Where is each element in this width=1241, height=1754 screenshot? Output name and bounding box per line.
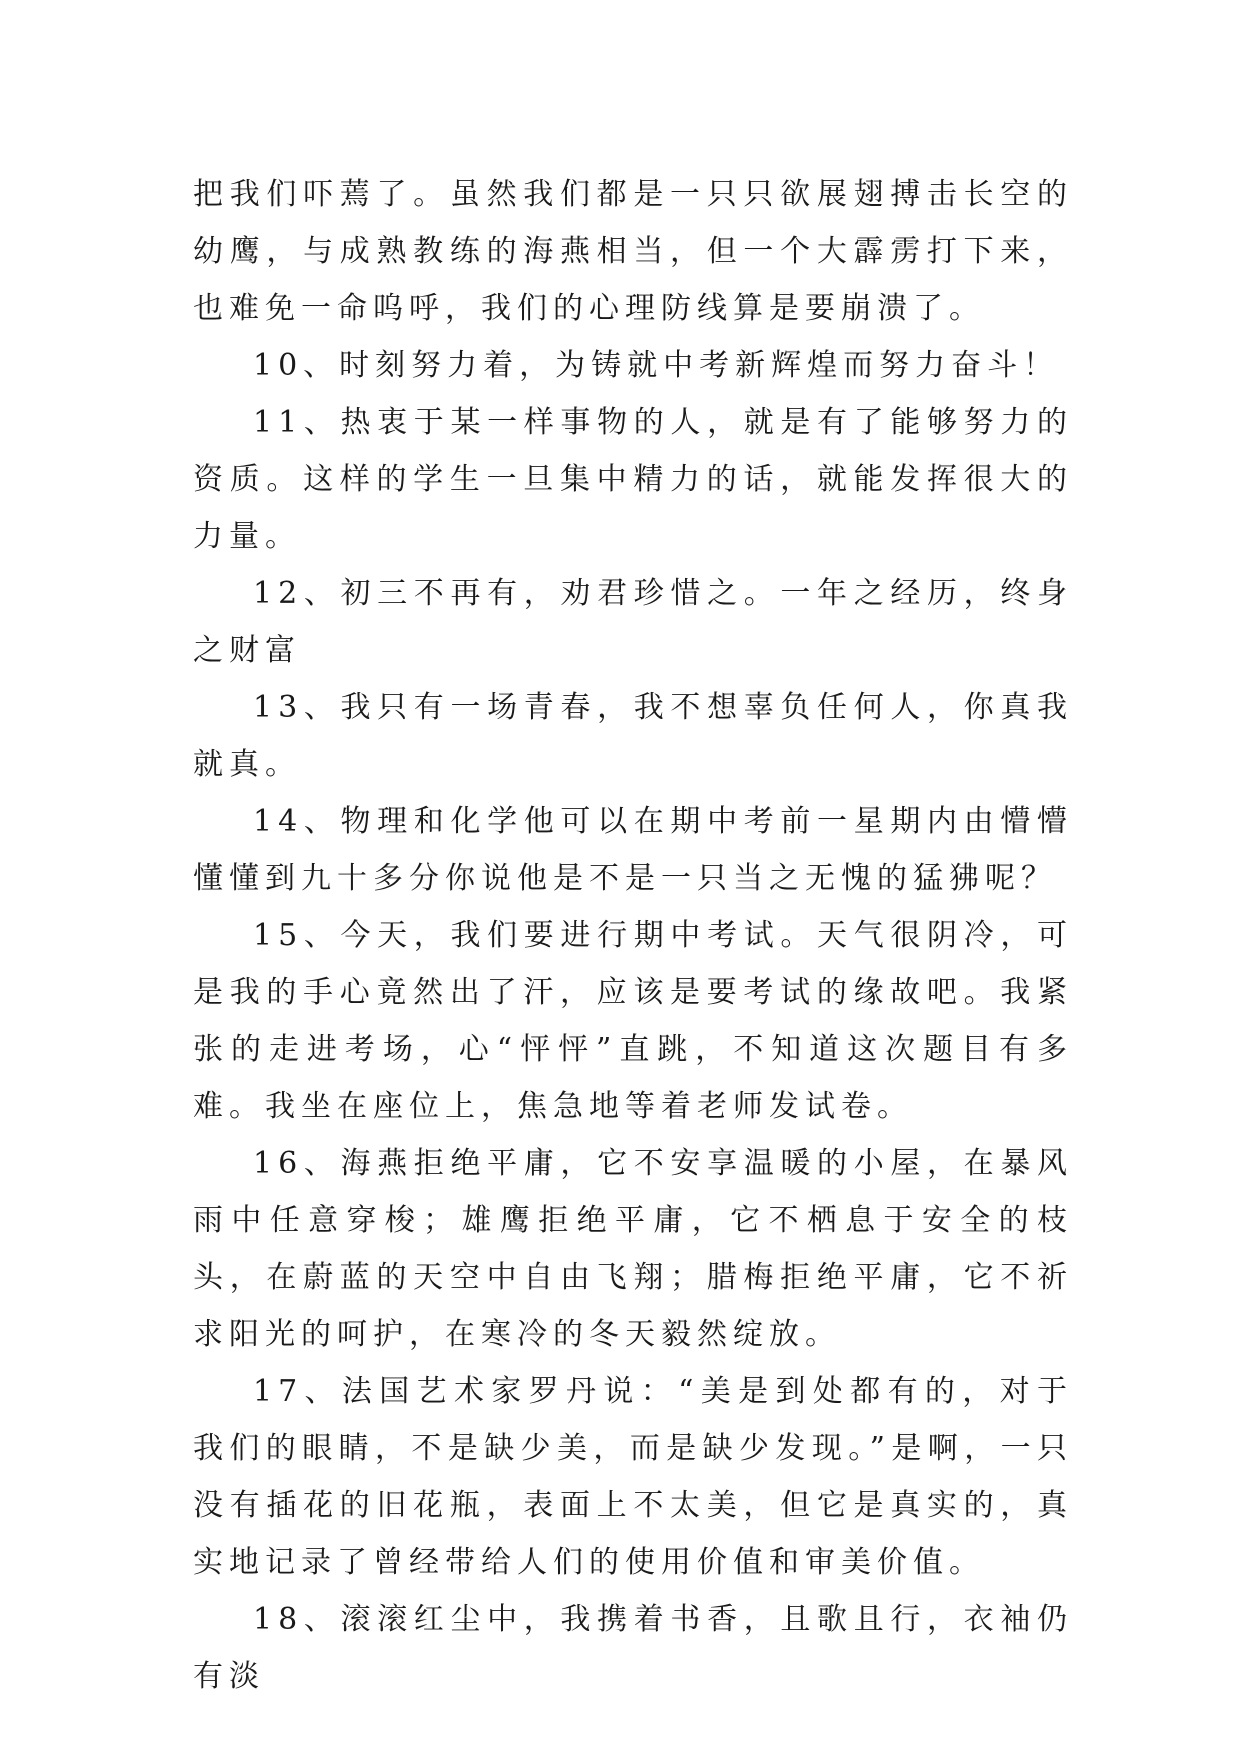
paragraph-11: 11、热衷于某一样事物的人，就是有了能够努力的资质。这样的学生一旦集中精力的话，就能发挥很大的力量。 bbox=[193, 405, 1073, 554]
paragraph-15: 15、今天，我们要进行期中考试。天气很阴冷，可是我的手心竟然出了汗，应该是要考试的缘故吧。我紧张的走进考场，心“怦怦”直跳，不知道这次题目有多难。我坐在座位上，焦急地等着老师发试卷。 bbox=[193, 918, 1073, 1124]
paragraph-14: 14、物理和化学他可以在期中考前一星期内由懵懵懂懂到九十多分你说他是不是一只当之无愧的猛狒呢？ bbox=[193, 804, 1073, 896]
paragraph-continued: 把我们吓蔫了。虽然我们都是一只只欲展翅搏击长空的幼鹰，与成熟教练的海燕相当，但一个大霹雳打下来，也难免一命呜呼，我们的心理防线算是要崩溃了。 bbox=[193, 177, 1073, 326]
document-body bbox=[193, 166, 1073, 1705]
paragraph-16: 16、海燕拒绝平庸，它不安享温暖的小屋，在暴风雨中任意穿梭；雄鹰拒绝平庸，它不栖息于安全的枝头，在蔚蓝的天空中自由飞翔；腊梅拒绝平庸，它不祈求阳光的呵护，在寒冷的冬天毅然绽放。 bbox=[193, 1146, 1073, 1352]
paragraph-10: 10、时刻努力着，为铸就中考新辉煌而努力奋斗！ bbox=[253, 348, 1060, 383]
paragraph-18: 18、滚滚红尘中，我携着书香，且歌且行，衣袖仍有淡 bbox=[193, 1602, 1073, 1694]
paragraph-17: 17、法国艺术家罗丹说：“美是到处都有的，对于我们的眼睛，不是缺少美，而是缺少发现。”是啊，一只没有插花的旧花瓶，表面上不太美，但它是真实的，真实地记录了曾经带给人们的使用价值和审美价值。 bbox=[193, 1374, 1073, 1580]
paragraph-13: 13、我只有一场青春，我不想辜负任何人，你真我就真。 bbox=[193, 690, 1073, 782]
paragraph-12: 12、初三不再有，劝君珍惜之。一年之经历，终身之财富 bbox=[193, 576, 1073, 668]
